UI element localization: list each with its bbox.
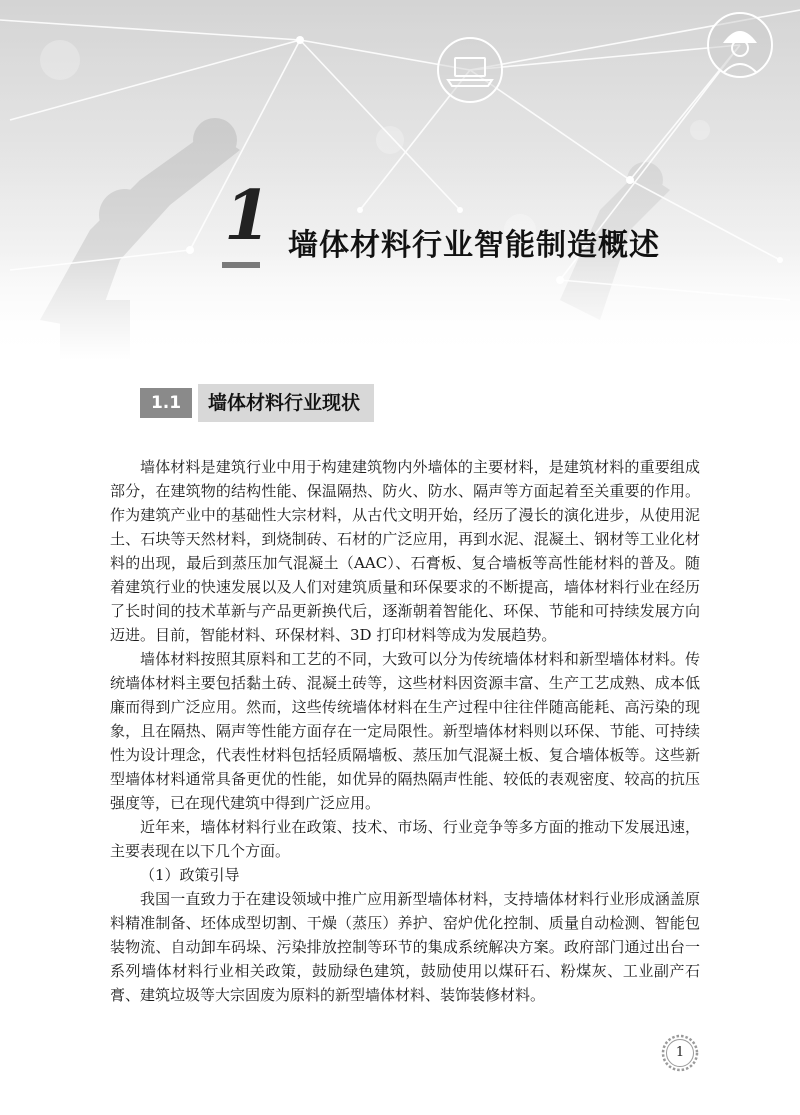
section-number: 1.1 <box>140 388 192 418</box>
chapter-banner <box>0 0 800 360</box>
page-number-badge <box>660 1033 700 1073</box>
paragraph: 墙体材料是建筑行业中用于构建建筑物内外墙体的主要材料，是建筑材料的重要组成部分，在建筑物的结构性能、保温隔热、防火、防水、隔声等方面起着至关重要的作用。作为建筑产业中的基础性大宗材料，从古代文明开始，经历了漫长的演化进步，从使用泥土、石块等天然材料，到烧制砖、石材的广泛应用，再到水泥、混凝土、钢材等工业化材料的出现，最后到蒸压加气混凝土（AAC）、石膏板、复合墙板等高性能材料的普及。随着建筑行业的快速发展以及人们对建筑质量和环保要求的不断提高，墙体材料行业在经历了长时间的技术革新与产品更新换代后，逐渐朝着智能化、环保、节能和可持续发展方向迈进。目前，智能材料、环保材料、3D 打印材料等成为发展趋势。 <box>110 458 700 644</box>
network-illustration <box>0 0 800 360</box>
chapter-number: 1 <box>224 176 272 256</box>
page-number: 1 <box>675 1045 685 1060</box>
paragraph: 近年来，墙体材料行业在政策、技术、市场、行业竞争等多方面的推动下发展迅速，主要表现在以下几个方面。 <box>110 818 700 860</box>
section-title: 墙体材料行业现状 <box>198 384 374 422</box>
paragraph: 我国一直致力于在建设领域中推广应用新型墙体材料，支持墙体材料行业形成涵盖原料精准制备、坯体成型切割、干燥（蒸压）养护、窑炉优化控制、质量自动检测、智能包装物流、自动卸车码垛、污染排放控制等环节的集成系统解决方案。政府部门通过出台一系列墙体材料行业相关政策，鼓励绿色建筑，鼓励使用以煤矸石、粉煤灰、工业副产石膏、建筑垃圾等大宗固废为原料的新型墙体材料、装饰装修材料。 <box>110 890 700 1004</box>
chapter-heading <box>218 176 778 276</box>
chapter-title: 墙体材料行业智能制造概述 <box>288 228 660 263</box>
chapter-underline <box>222 262 260 268</box>
subheading-policy: （1）政策引导 <box>140 866 240 884</box>
body-text <box>110 455 700 1007</box>
paragraph: 墙体材料按照其原料和工艺的不同，大致可以分为传统墙体材料和新型墙体材料。传统墙体材料主要包括黏土砖、混凝土砖等，这些材料因资源丰富、生产工艺成熟、成本低廉而得到广泛应用。然而，这些传统墙体材料在生产过程中往往伴随高能耗、高污染的现象，且在隔热、隔声等性能方面存在一定局限性。新型墙体材料则以环保、节能、可持续性为设计理念，代表性材料包括轻质隔墙板、蒸压加气混凝土板、复合墙体板等。这些新型墙体材料通常具备更优的性能，如优异的隔热隔声性能、较低的表观密度、较高的抗压强度等，已在现代建筑中得到广泛应用。 <box>110 650 700 812</box>
